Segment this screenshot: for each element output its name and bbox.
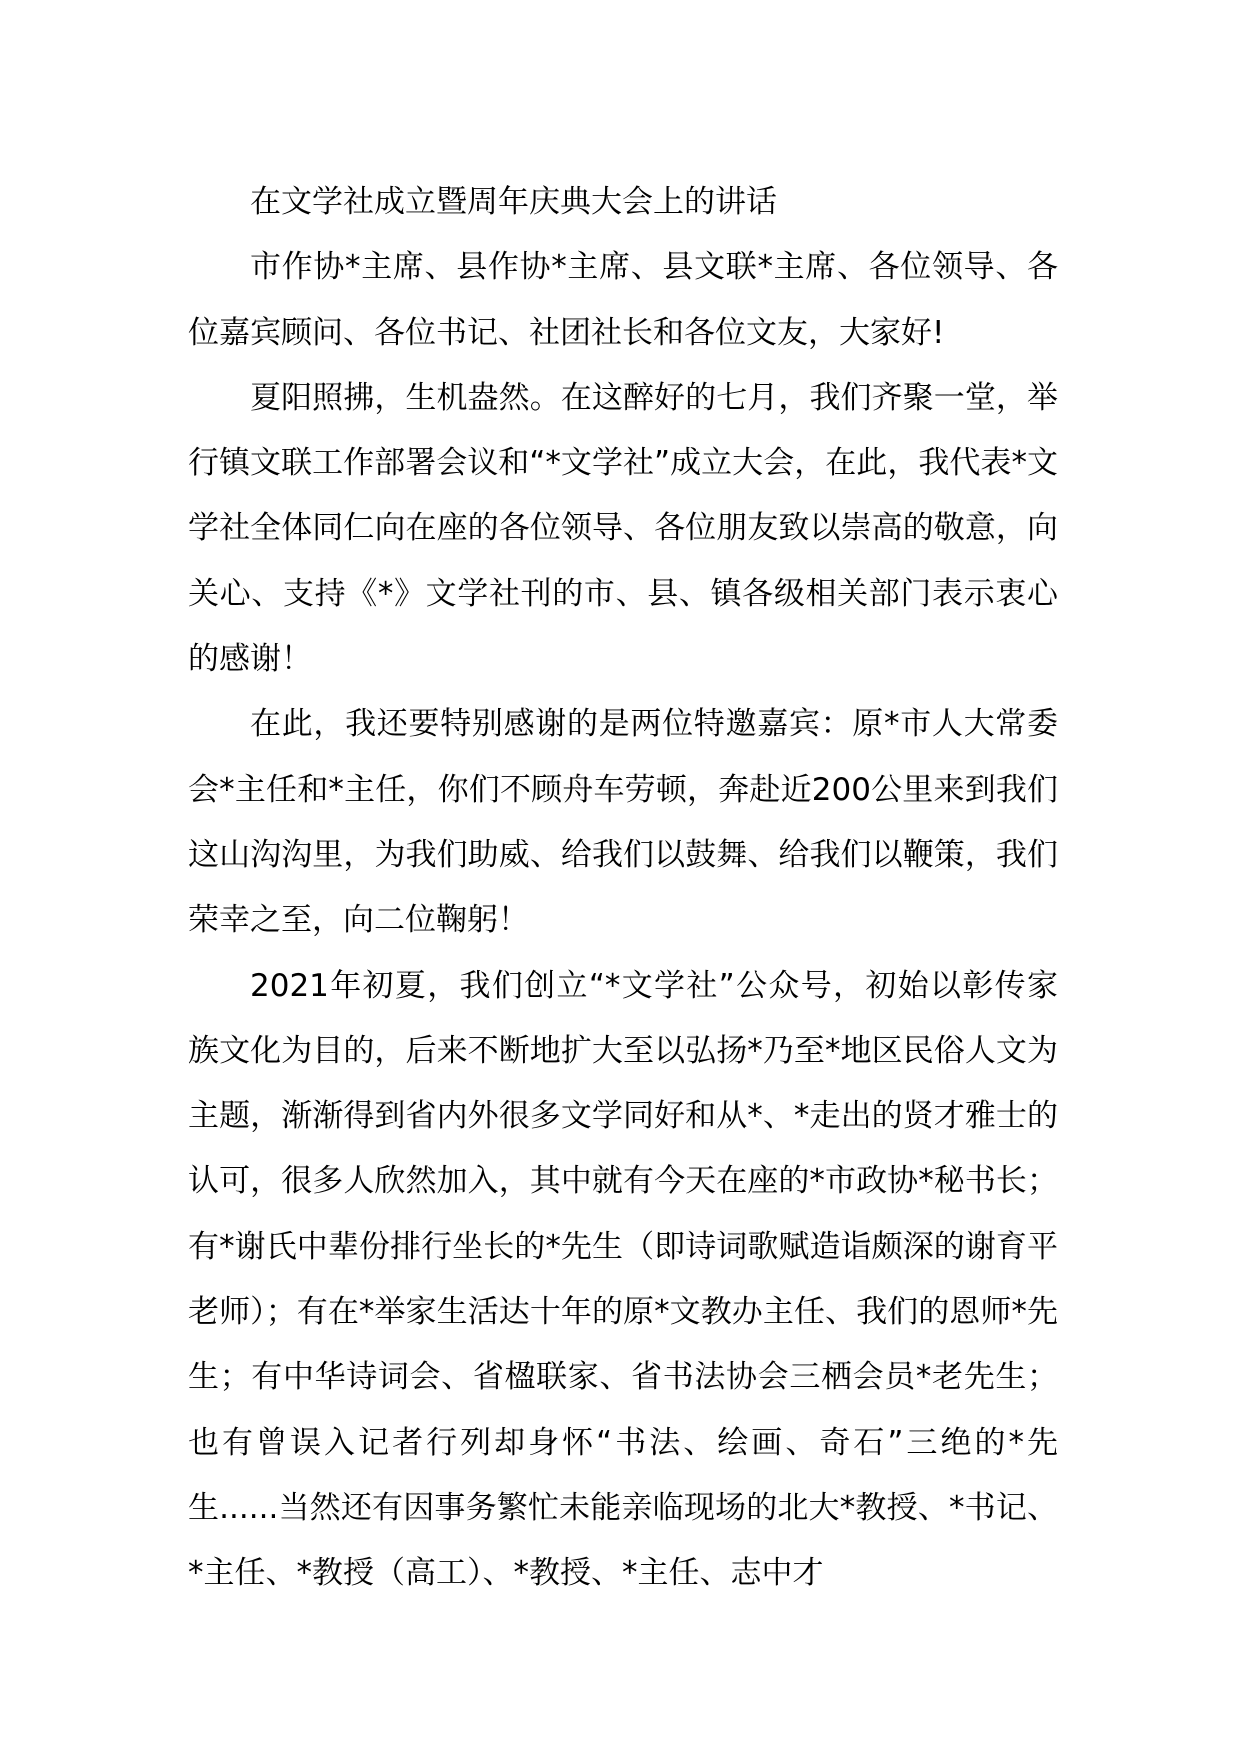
- document-body: [188, 170, 1058, 1607]
- paragraph-thanks-guests: 在此，我还要特别感谢的是两位特邀嘉宾：原*市人大常委会*主任和*主任，你们不顾舟车劳顿，奔赴近200公里来到我们这山沟沟里，为我们助威、给我们以鼓舞、给我们以鞭策，我们荣幸之至，向二位鞠躬！: [188, 706, 1058, 939]
- document-title: 在文学社成立暨周年庆典大会上的讲话: [250, 184, 777, 220]
- paragraph-history: 2021年初夏，我们创立“*文学社”公众号，初始以彰传家族文化为目的，后来不断地扩大至以弘扬*乃至*地区民俗人文为主题，渐渐得到省内外很多文学同好和从*、*走出的贤才雅士的认可，很多人欣然加入，其中就有今天在座的*市政协*秘书长；有*谢氏中辈份排行坐长的*先生（即诗词歌赋造诣颇深的谢育平老师）；有在*举家生活达十年的原*文教办主任、我们的恩师*先生；有中华诗词会、省楹联家、省书法协会三栖会员*老先生；也有曾误入记者行列却身怀“书法、绘画、奇石”三绝的*先生......当然还有因事务繁忙未能亲临现场的北大*教授、*书记、*主任、*教授（高工）、*教授、*主任、志中才: [188, 967, 1058, 1592]
- paragraph-opening: 夏阳照拂，生机盎然。在这醉好的七月，我们齐聚一堂，举行镇文联工作部署会议和“*文学社”成立大会，在此，我代表*文学社全体同仁向在座的各位领导、各位朋友致以崇高的敬意，向关心、支持《*》文学社刊的市、县、镇各级相关部门表示衷心的感谢！: [188, 379, 1058, 678]
- paragraph-greeting: 市作协*主席、县作协*主席、县文联*主席、各位领导、各位嘉宾顾问、各位书记、社团社长和各位文友，大家好!: [188, 249, 1058, 351]
